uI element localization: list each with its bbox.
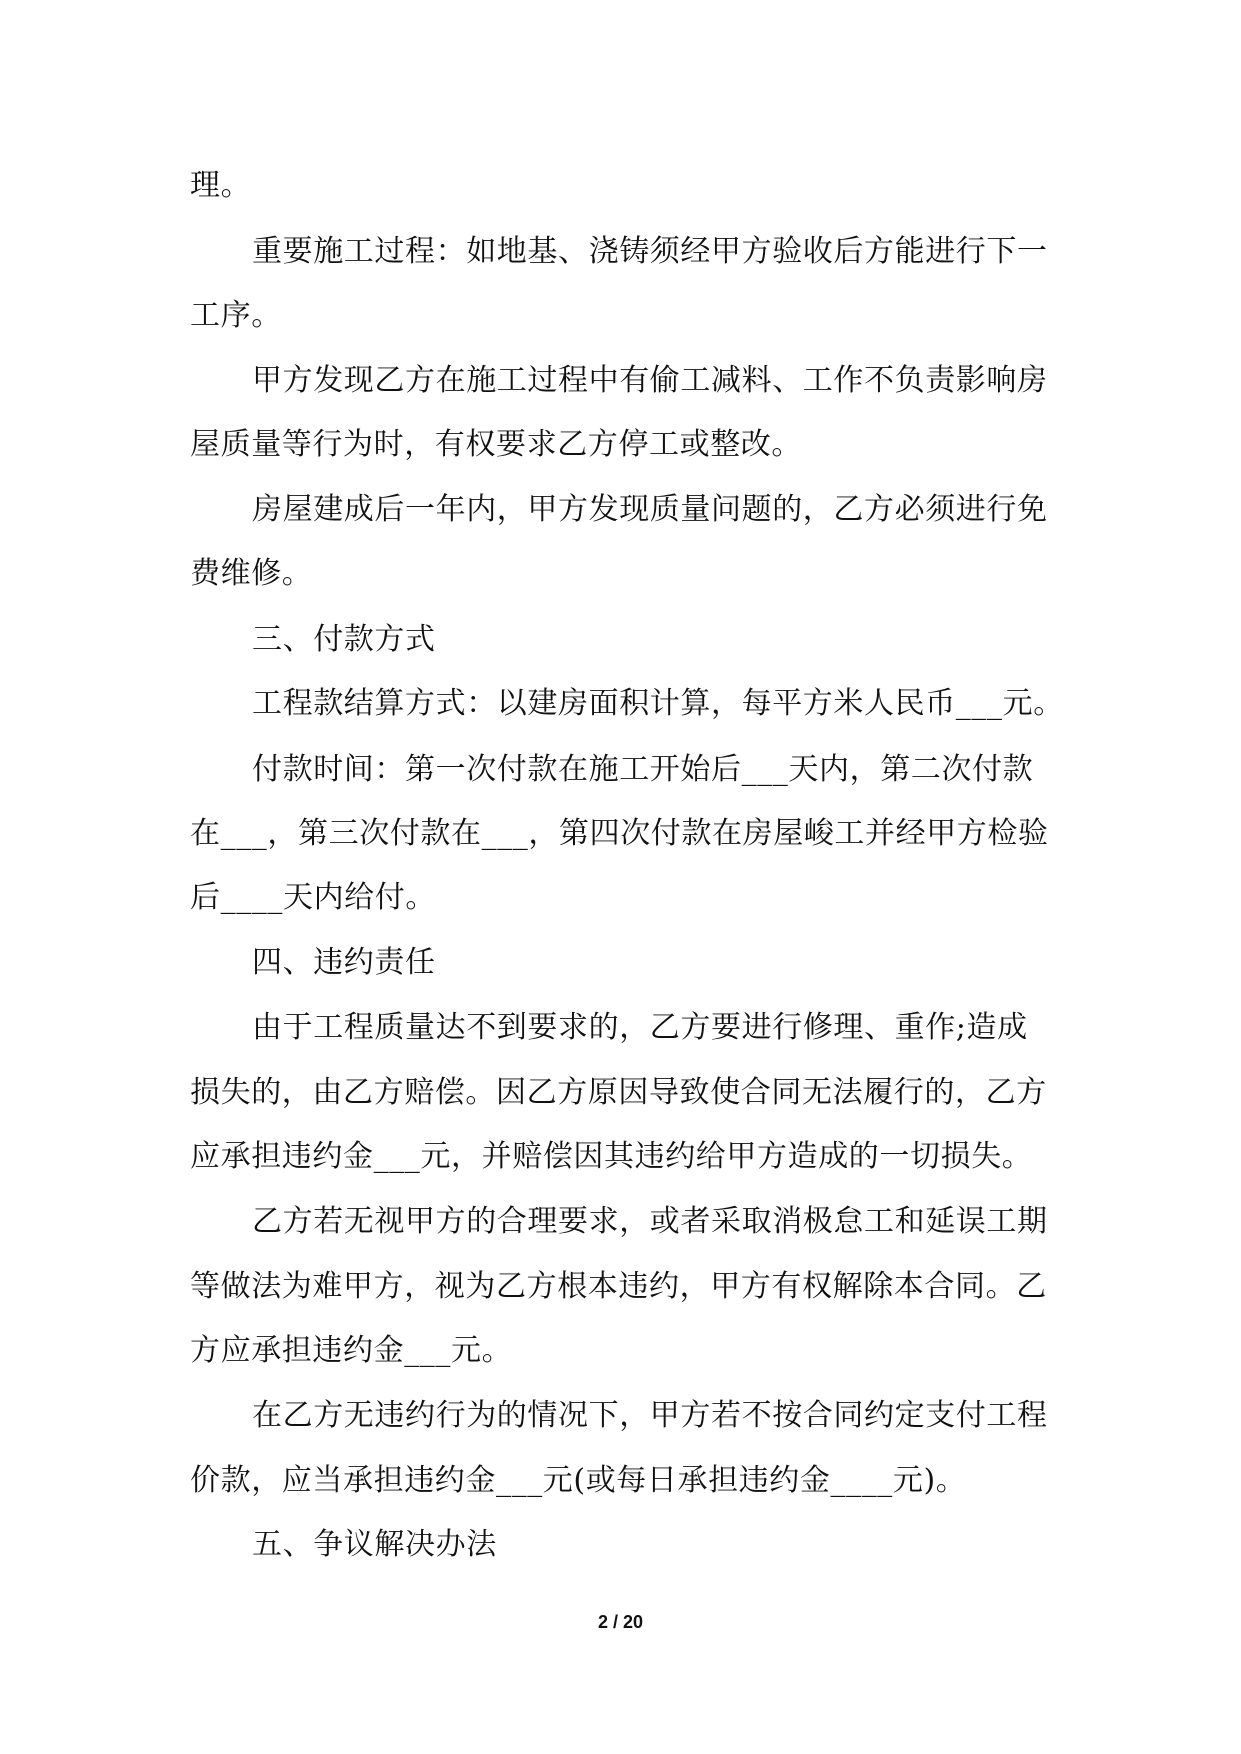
text-line: 在乙方无违约行为的情况下，甲方若不按合同约定支付工程 — [252, 1398, 1048, 1433]
text-line: 应承担违约金___元，并赔偿因其违约给甲方造成的一切损失。 — [190, 1139, 1033, 1174]
page-number: 2 / 20 — [597, 1612, 644, 1632]
section-heading: 四、违约责任 — [252, 945, 436, 980]
text-line: 工程款结算方式：以建房面积计算，每平方米人民币___元。 — [252, 686, 1064, 721]
text-line: 甲方发现乙方在施工过程中有偷工减料、工作不负责影响房 — [252, 363, 1048, 398]
text-line: 等做法为难甲方，视为乙方根本违约，甲方有权解除本合同。乙 — [190, 1269, 1047, 1304]
text-line: 乙方若无视甲方的合理要求，或者采取消极怠工和延误工期 — [252, 1204, 1048, 1239]
text-line: 由于工程质量达不到要求的，乙方要进行修理、重作;造成 — [252, 1010, 1028, 1045]
section-heading: 五、争议解决办法 — [252, 1527, 497, 1562]
text-line: 理。 — [190, 168, 252, 203]
section-heading: 三、付款方式 — [252, 622, 436, 657]
text-line: 屋质量等行为时，有权要求乙方停工或整改。 — [190, 427, 802, 462]
text-line: 方应承担违约金___元。 — [190, 1333, 513, 1368]
text-line: 房屋建成后一年内，甲方发现质量问题的，乙方必须进行免 — [252, 492, 1048, 527]
text-line: 工序。 — [190, 298, 282, 333]
text-line: 费维修。 — [190, 556, 313, 591]
text-line: 后____天内给付。 — [190, 880, 436, 915]
text-line: 付款时间：第一次付款在施工开始后___天内，第二次付款 — [252, 752, 1034, 787]
text-line: 在___，第三次付款在___，第四次付款在房屋峻工并经甲方检验 — [190, 816, 1049, 851]
text-line: 价款，应当承担违约金___元(或每日承担违约金____元)。 — [190, 1463, 967, 1498]
text-line: 损失的，由乙方赔偿。因乙方原因导致使合同无法履行的，乙方 — [190, 1075, 1047, 1110]
text-line: 重要施工过程：如地基、浇铸须经甲方验收后方能进行下一 — [252, 234, 1048, 269]
